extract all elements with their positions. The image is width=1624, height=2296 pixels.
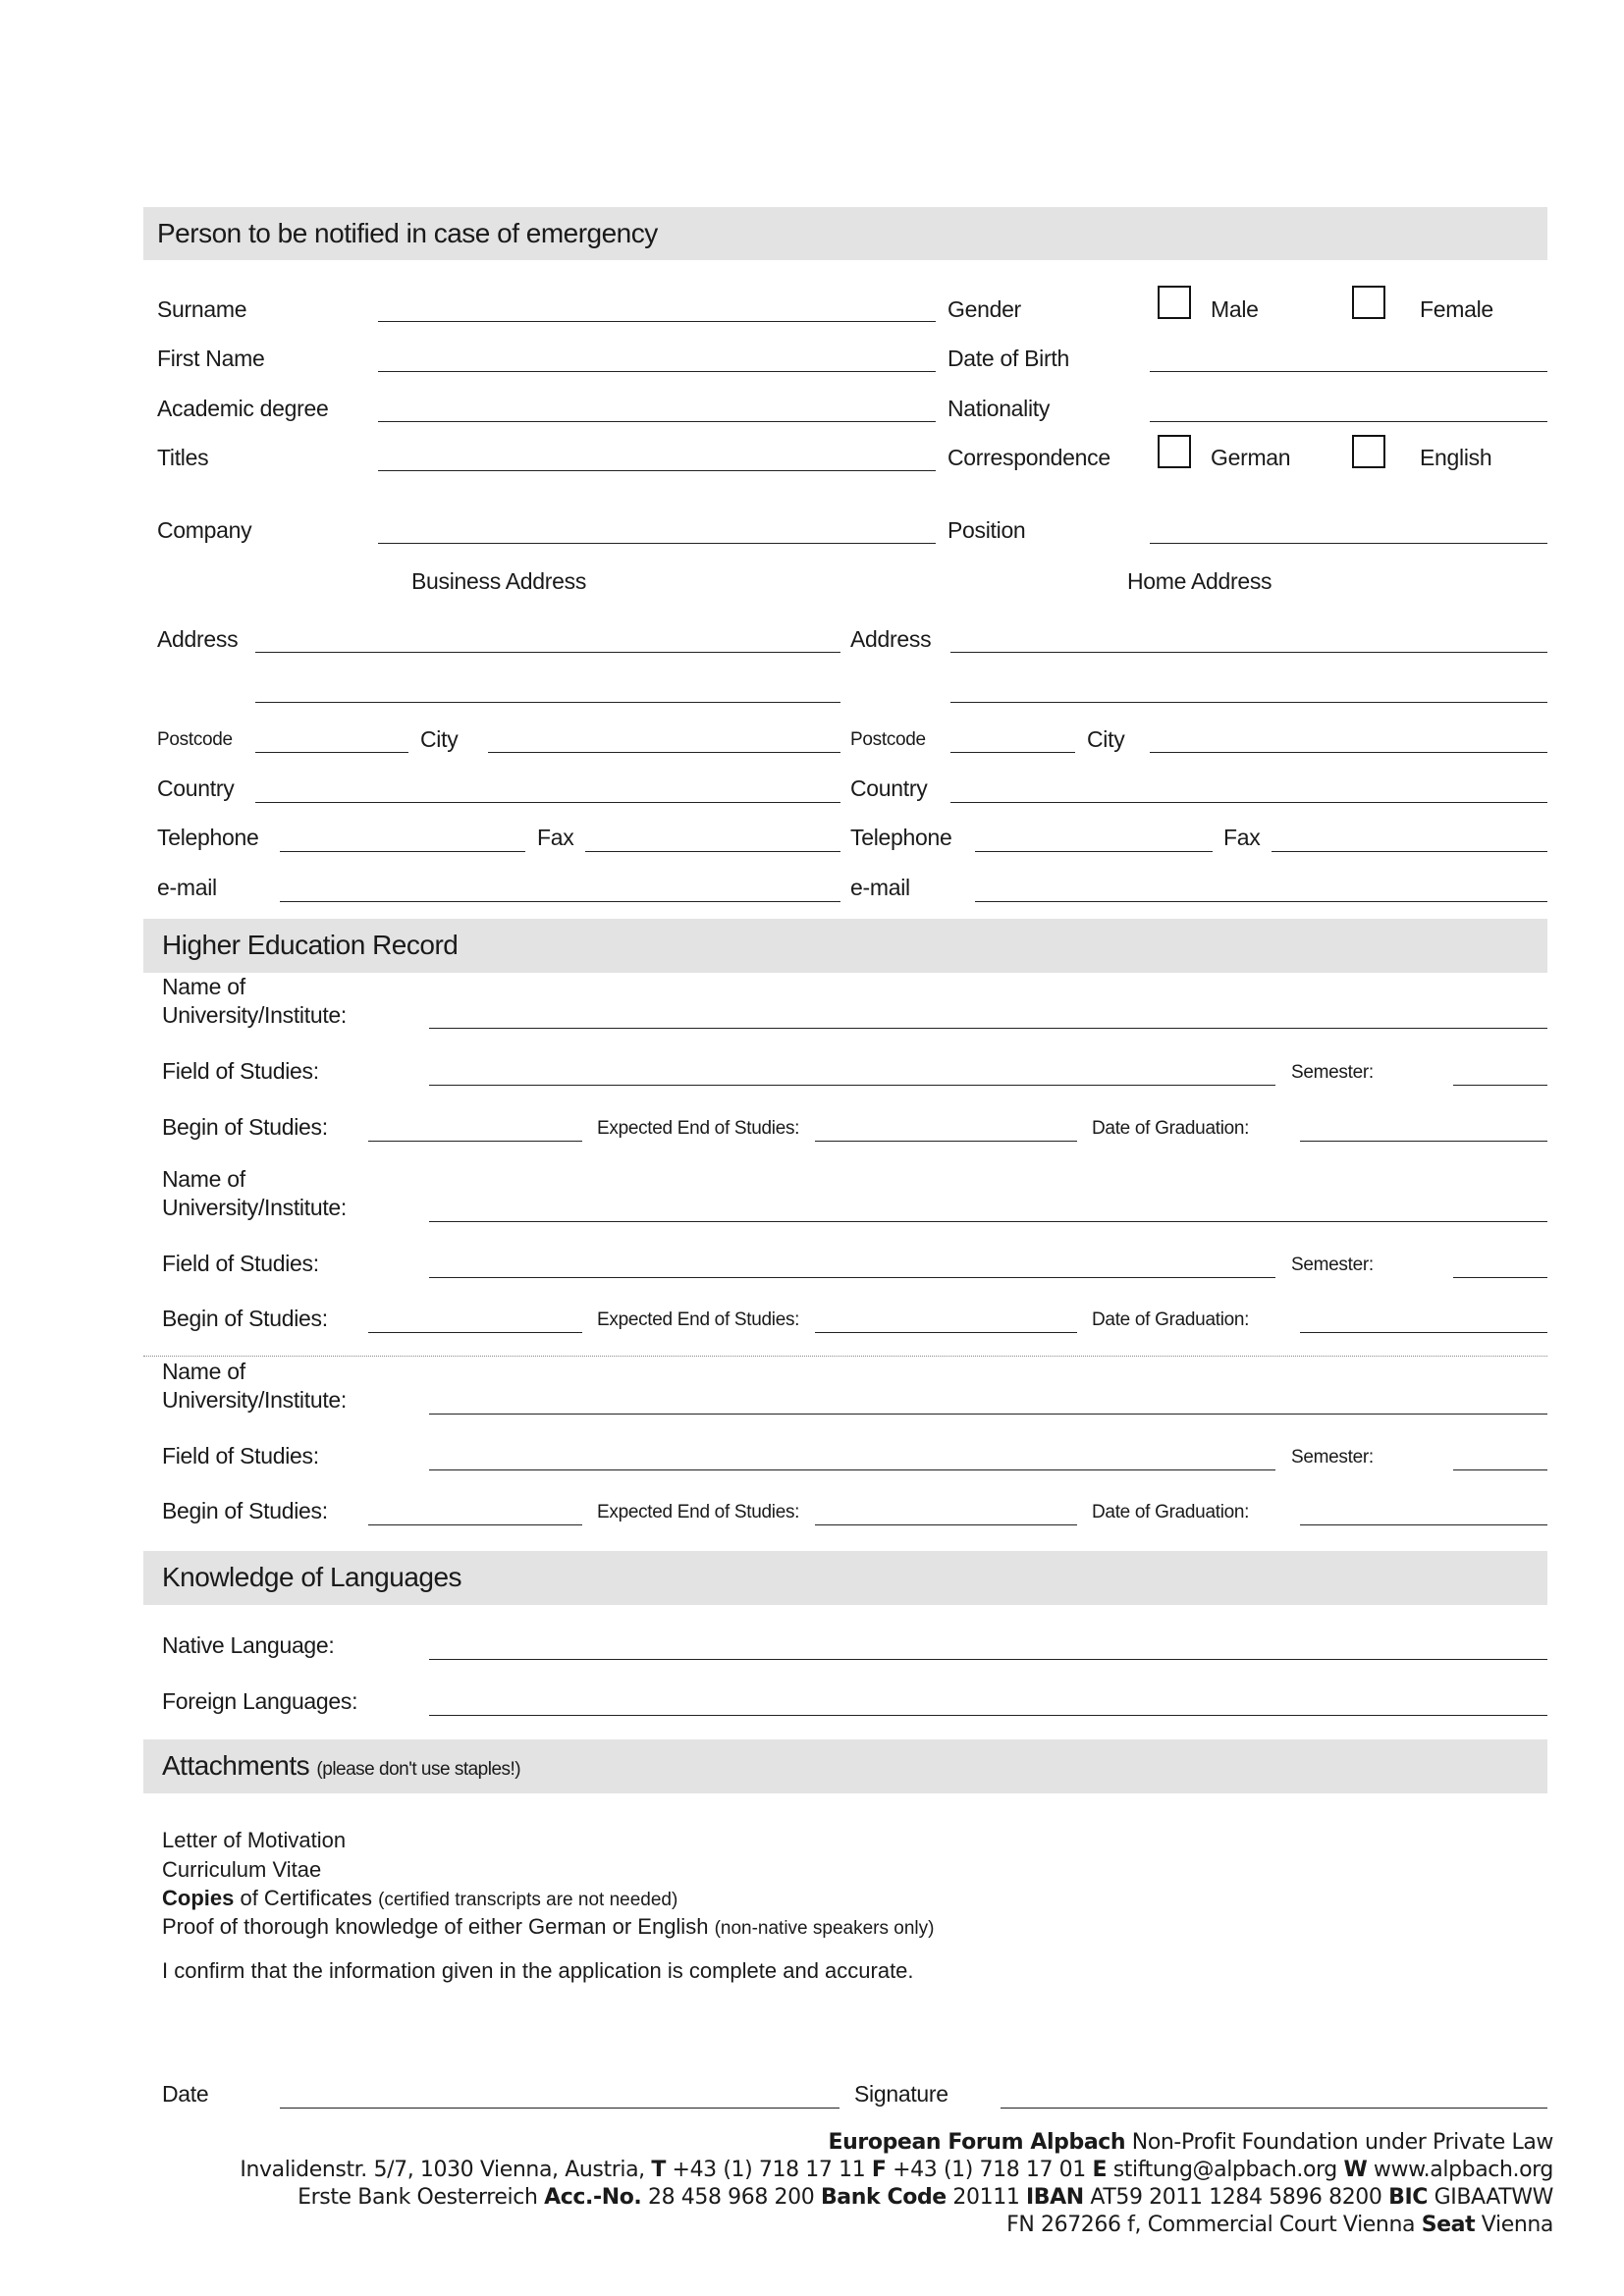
university-3-label-line1: Name of bbox=[162, 1359, 245, 1384]
field-of-studies-1-field[interactable] bbox=[429, 1085, 1275, 1086]
titles-label: Titles bbox=[157, 445, 209, 470]
attachment-cv: Curriculum Vitae bbox=[162, 1857, 322, 1882]
date-of-birth-label: Date of Birth bbox=[947, 346, 1069, 371]
languages-section-header bbox=[143, 1551, 1547, 1605]
titles-field[interactable] bbox=[378, 470, 936, 471]
semester-1-label: Semester: bbox=[1291, 1062, 1374, 1083]
semester-3-field[interactable] bbox=[1453, 1469, 1547, 1470]
foreign-languages-field[interactable] bbox=[429, 1715, 1547, 1716]
field-of-studies-3-field[interactable] bbox=[429, 1469, 1275, 1470]
nationality-label: Nationality bbox=[947, 396, 1051, 421]
footer-line-org bbox=[829, 2130, 1553, 2155]
footer-iban: AT59 2011 1284 5896 8200 bbox=[1083, 2185, 1389, 2210]
copies-rest: of Certificates bbox=[234, 1886, 372, 1910]
business-address-field-2[interactable] bbox=[255, 702, 840, 703]
attachment-letter: Letter of Motivation bbox=[162, 1828, 347, 1852]
footer-bic: GIBAATWW bbox=[1428, 2185, 1553, 2210]
emergency-section-header bbox=[143, 207, 1547, 260]
footer-org-desc: Non-Profit Foundation under Private Law bbox=[1125, 2130, 1553, 2155]
home-telephone-label: Telephone bbox=[850, 825, 952, 850]
german-checkbox[interactable] bbox=[1158, 435, 1191, 468]
begin-of-studies-2-label: Begin of Studies: bbox=[162, 1306, 328, 1331]
expected-end-3-label: Expected End of Studies: bbox=[597, 1502, 800, 1522]
university-1-field[interactable] bbox=[429, 1028, 1547, 1029]
academic-degree-label: Academic degree bbox=[157, 396, 329, 421]
signature-field[interactable] bbox=[1001, 2108, 1547, 2109]
position-label: Position bbox=[947, 517, 1026, 543]
male-label: Male bbox=[1211, 296, 1259, 322]
native-language-label: Native Language: bbox=[162, 1632, 335, 1658]
expected-end-3-field[interactable] bbox=[815, 1524, 1077, 1525]
education-section-title: Higher Education Record bbox=[162, 930, 459, 960]
business-postcode-field[interactable] bbox=[255, 752, 408, 753]
attachments-section-title: Attachments bbox=[162, 1750, 310, 1781]
begin-of-studies-3-label: Begin of Studies: bbox=[162, 1498, 328, 1523]
footer-org-name: European Forum Alpbach bbox=[828, 2130, 1126, 2155]
confirm-statement: I confirm that the information given in the application is complete and accurate. bbox=[162, 1958, 914, 1983]
home-fax-label: Fax bbox=[1223, 825, 1261, 850]
footer-iban-label: IBAN bbox=[1026, 2185, 1084, 2210]
attachment-proof bbox=[162, 1914, 934, 1940]
business-city-field[interactable] bbox=[488, 752, 840, 753]
education-section-header bbox=[143, 919, 1547, 973]
copies-note: (certified transcripts are not needed) bbox=[378, 1890, 678, 1910]
first-name-field[interactable] bbox=[378, 371, 936, 372]
field-of-studies-2-label: Field of Studies: bbox=[162, 1251, 319, 1276]
business-address-label: Address bbox=[157, 626, 239, 652]
home-address-field-1[interactable] bbox=[950, 652, 1547, 653]
attachments-note: (please don't use staples!) bbox=[316, 1759, 521, 1780]
university-3-label-line2: University/Institute: bbox=[162, 1387, 347, 1413]
expected-end-1-label: Expected End of Studies: bbox=[597, 1118, 800, 1139]
business-telephone-field[interactable] bbox=[280, 851, 525, 852]
business-postcode-label: Postcode bbox=[157, 729, 233, 750]
expected-end-1-field[interactable] bbox=[815, 1141, 1077, 1142]
german-label: German bbox=[1211, 445, 1291, 470]
date-of-graduation-2-field[interactable] bbox=[1300, 1332, 1547, 1333]
languages-section-title: Knowledge of Languages bbox=[162, 1562, 462, 1592]
footer-bank: Erste Bank Oesterreich bbox=[298, 2185, 545, 2210]
date-label: Date bbox=[162, 2081, 209, 2107]
footer-bic-label: BIC bbox=[1388, 2185, 1429, 2210]
business-address-heading: Business Address bbox=[411, 568, 587, 594]
footer-bank-code: 20111 bbox=[946, 2185, 1027, 2210]
home-fax-field[interactable] bbox=[1272, 851, 1547, 852]
footer-line-register bbox=[1006, 2213, 1553, 2237]
copies-bold: Copies bbox=[162, 1886, 235, 1910]
first-name-label: First Name bbox=[157, 346, 265, 371]
company-field[interactable] bbox=[378, 543, 936, 544]
surname-label: Surname bbox=[157, 296, 247, 322]
begin-of-studies-1-label: Begin of Studies: bbox=[162, 1114, 328, 1140]
home-address-label: Address bbox=[850, 626, 932, 652]
expected-end-2-label: Expected End of Studies: bbox=[597, 1309, 800, 1330]
university-3-field[interactable] bbox=[429, 1414, 1547, 1415]
date-of-graduation-3-field[interactable] bbox=[1300, 1524, 1547, 1525]
business-email-label: e-mail bbox=[157, 875, 217, 900]
semester-2-label: Semester: bbox=[1291, 1255, 1374, 1275]
date-of-birth-field[interactable] bbox=[1150, 371, 1547, 372]
home-email-field[interactable] bbox=[975, 901, 1547, 902]
home-postcode-field[interactable] bbox=[950, 752, 1075, 753]
female-label: Female bbox=[1420, 296, 1493, 322]
footer-seat-label: Seat bbox=[1421, 2213, 1476, 2237]
company-label: Company bbox=[157, 517, 252, 543]
home-address-heading: Home Address bbox=[1127, 568, 1272, 594]
attachment-copies bbox=[162, 1886, 677, 1911]
business-address-field-1[interactable] bbox=[255, 652, 840, 653]
home-country-field[interactable] bbox=[950, 802, 1547, 803]
semester-1-field[interactable] bbox=[1453, 1085, 1547, 1086]
date-field[interactable] bbox=[280, 2108, 839, 2109]
footer-email: stiftung@alpbach.org bbox=[1107, 2158, 1344, 2182]
business-fax-label: Fax bbox=[537, 825, 574, 850]
proof-note: (non-native speakers only) bbox=[714, 1918, 935, 1939]
business-fax-field[interactable] bbox=[585, 851, 840, 852]
expected-end-2-field[interactable] bbox=[815, 1332, 1077, 1333]
footer-address: Invalidenstr. 5/7, 1030 Vienna, Austria, bbox=[240, 2158, 652, 2182]
nationality-field[interactable] bbox=[1150, 421, 1547, 422]
gender-label: Gender bbox=[947, 296, 1021, 322]
business-city-label: City bbox=[420, 726, 459, 752]
footer-seat: Vienna bbox=[1475, 2213, 1553, 2237]
date-of-graduation-1-field[interactable] bbox=[1300, 1141, 1547, 1142]
semester-3-label: Semester: bbox=[1291, 1447, 1374, 1468]
footer-telephone: +43 (1) 718 17 11 bbox=[665, 2158, 872, 2182]
female-checkbox[interactable] bbox=[1352, 286, 1385, 319]
semester-2-field[interactable] bbox=[1453, 1277, 1547, 1278]
footer-f-label: F bbox=[871, 2158, 887, 2182]
field-of-studies-2-field[interactable] bbox=[429, 1277, 1275, 1278]
home-country-label: Country bbox=[850, 775, 928, 801]
home-city-field[interactable] bbox=[1150, 752, 1547, 753]
signature-label: Signature bbox=[854, 2081, 948, 2107]
footer-acc-label: Acc.-No. bbox=[544, 2185, 642, 2210]
correspondence-label: Correspondence bbox=[947, 445, 1110, 470]
academic-degree-field[interactable] bbox=[378, 421, 936, 422]
field-of-studies-3-label: Field of Studies: bbox=[162, 1443, 319, 1468]
business-country-label: Country bbox=[157, 775, 235, 801]
date-of-graduation-3-label: Date of Graduation: bbox=[1092, 1502, 1250, 1522]
english-checkbox[interactable] bbox=[1352, 435, 1385, 468]
footer-w-label: W bbox=[1343, 2158, 1368, 2182]
male-checkbox[interactable] bbox=[1158, 286, 1191, 319]
attachments-section-header bbox=[143, 1739, 1547, 1793]
home-email-label: e-mail bbox=[850, 875, 910, 900]
footer-line-bank bbox=[298, 2185, 1553, 2210]
home-city-label: City bbox=[1087, 726, 1125, 752]
date-of-graduation-2-label: Date of Graduation: bbox=[1092, 1309, 1250, 1330]
home-address-field-2[interactable] bbox=[950, 702, 1547, 703]
emergency-section-title: Person to be notified in case of emergency bbox=[157, 218, 658, 248]
begin-of-studies-2-field[interactable] bbox=[368, 1332, 582, 1333]
position-field[interactable] bbox=[1150, 543, 1547, 544]
footer-line-contact bbox=[240, 2158, 1553, 2182]
footer-bank-code-label: Bank Code bbox=[820, 2185, 947, 2210]
footer-e-label: E bbox=[1092, 2158, 1108, 2182]
surname-field[interactable] bbox=[378, 321, 936, 322]
footer-register: FN 267266 f, Commercial Court Vienna bbox=[1006, 2213, 1422, 2237]
business-email-field[interactable] bbox=[280, 901, 840, 902]
footer-website: www.alpbach.org bbox=[1367, 2158, 1553, 2182]
proof-text: Proof of thorough knowledge of either German or English bbox=[162, 1914, 709, 1939]
footer-fax: +43 (1) 718 17 01 bbox=[886, 2158, 1093, 2182]
university-1-label-line1: Name of bbox=[162, 974, 245, 999]
university-2-label-line1: Name of bbox=[162, 1166, 245, 1192]
foreign-languages-label: Foreign Languages: bbox=[162, 1688, 358, 1714]
university-2-label-line2: University/Institute: bbox=[162, 1195, 347, 1220]
field-of-studies-1-label: Field of Studies: bbox=[162, 1058, 319, 1084]
business-telephone-label: Telephone bbox=[157, 825, 259, 850]
native-language-field[interactable] bbox=[429, 1659, 1547, 1660]
footer-acc-number: 28 458 968 200 bbox=[641, 2185, 821, 2210]
attachments-section-title-wrap bbox=[162, 1750, 520, 1782]
business-country-field[interactable] bbox=[255, 802, 840, 803]
university-1-label-line2: University/Institute: bbox=[162, 1002, 347, 1028]
home-postcode-label: Postcode bbox=[850, 729, 926, 750]
home-telephone-field[interactable] bbox=[975, 851, 1213, 852]
begin-of-studies-1-field[interactable] bbox=[368, 1141, 582, 1142]
english-label: English bbox=[1420, 445, 1492, 470]
date-of-graduation-1-label: Date of Graduation: bbox=[1092, 1118, 1250, 1139]
dotted-divider bbox=[143, 1356, 1547, 1357]
footer-t-label: T bbox=[651, 2158, 666, 2182]
begin-of-studies-3-field[interactable] bbox=[368, 1524, 582, 1525]
university-2-field[interactable] bbox=[429, 1221, 1547, 1222]
